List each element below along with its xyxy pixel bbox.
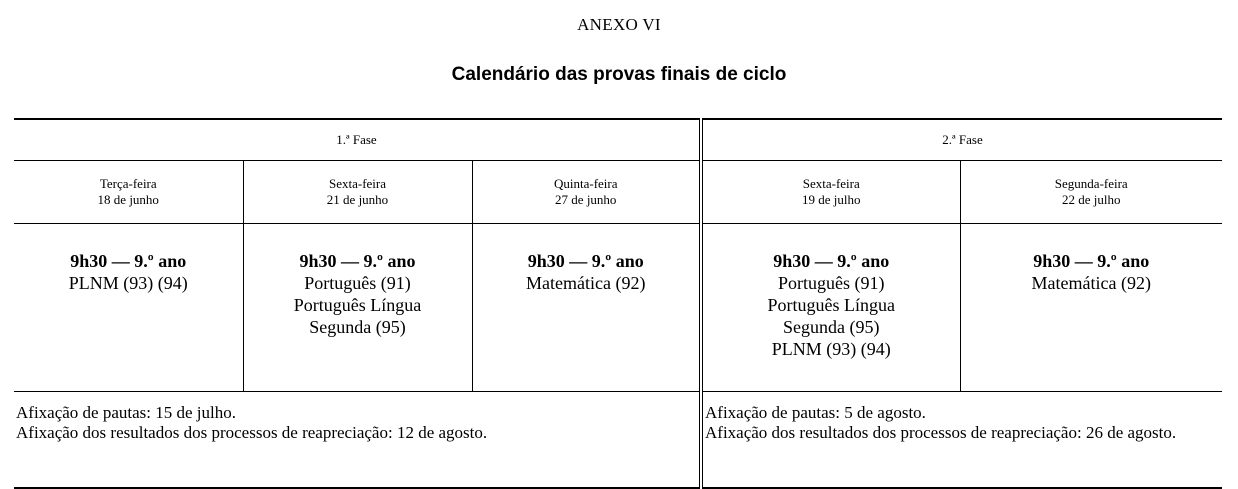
exam-time: 9h30 — 9.º ano (299, 251, 416, 271)
date-label: 22 de julho (1062, 192, 1121, 207)
date-cell (960, 161, 1222, 224)
exam-subject: Matemática (92) (526, 273, 646, 293)
weekday-label: Terça-feira (99, 176, 157, 191)
exam-subject: Matemática (92) (1031, 273, 1151, 293)
date-cell (701, 161, 960, 224)
exam-cell (243, 224, 472, 392)
results-note: Afixação dos resultados dos processos de reapreciação: 12 de agosto. (16, 423, 488, 442)
date-label: 19 de julho (802, 192, 861, 207)
exam-cell (14, 224, 243, 392)
exam-subject: Português Língua (293, 295, 422, 315)
exam-subject: Segunda (95) (309, 317, 406, 337)
exam-subject: Português (91) (778, 273, 885, 293)
annex-heading: ANEXO VI (577, 15, 661, 34)
exam-time: 9h30 — 9.º ano (70, 251, 187, 271)
date-label: 27 de junho (555, 192, 617, 207)
exam-cell (472, 224, 701, 392)
weekday-label: Quinta-feira (553, 176, 618, 191)
date-cell (472, 161, 701, 224)
date-label: 18 de junho (97, 192, 159, 207)
pautas-note: Afixação de pautas: 15 de julho. (16, 403, 236, 422)
exam-time: 9h30 — 9.º ano (527, 251, 644, 271)
page-title: Calendário das provas finais de ciclo (451, 64, 787, 85)
date-cell (14, 161, 243, 224)
date-row (14, 161, 1222, 224)
exam-subject: PLNM (93) (94) (771, 339, 891, 359)
pautas-note: Afixação de pautas: 5 de agosto. (705, 403, 926, 422)
weekday-label: Sexta-feira (802, 176, 860, 191)
phase-header-row (14, 119, 1222, 161)
exam-subject: Português (91) (304, 273, 411, 293)
exam-time: 9h30 — 9.º ano (1033, 251, 1150, 271)
exam-cell (960, 224, 1222, 392)
exam-time: 9h30 — 9.º ano (773, 251, 890, 271)
weekday-label: Segunda-feira (1054, 176, 1128, 191)
exam-cell (701, 224, 960, 392)
phase-2-header: 2.ª Fase (701, 119, 1222, 161)
results-note: Afixação dos resultados dos processos de reapreciação: 26 de agosto. (705, 423, 1177, 442)
exam-subject: Português Língua (767, 295, 895, 315)
phase-1-header: 1.ª Fase (14, 119, 701, 161)
exam-subject: PLNM (93) (94) (68, 273, 188, 293)
exam-row (14, 224, 1222, 392)
exam-calendar-table (14, 118, 1222, 489)
phase-2-footer (701, 392, 1222, 489)
phase-1-footer (14, 392, 701, 489)
footer-row (14, 392, 1222, 489)
weekday-label: Sexta-feira (328, 176, 387, 191)
exam-subject: Segunda (95) (783, 317, 880, 337)
date-cell (243, 161, 472, 224)
date-label: 21 de junho (326, 192, 389, 207)
